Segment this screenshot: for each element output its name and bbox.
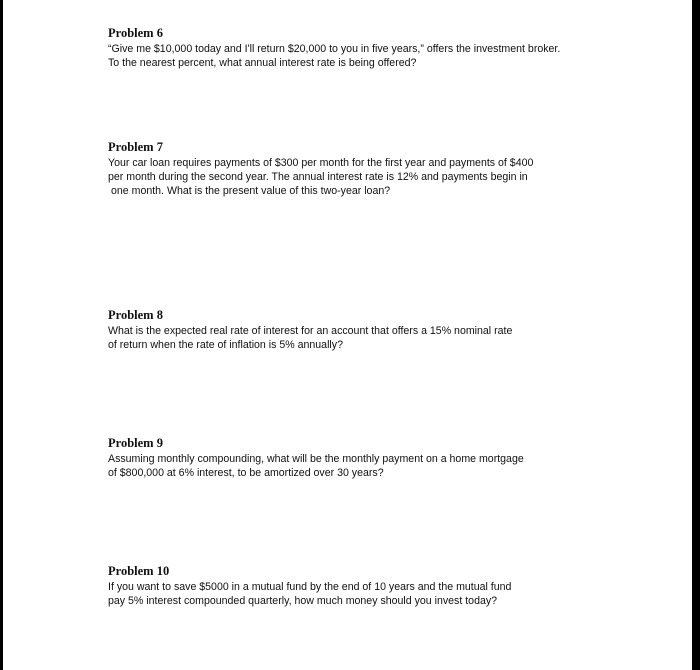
problem-text-line: one month. What is the present value of this two-year loan? <box>111 185 391 197</box>
problem-text-line: Assuming monthly compounding, what will be the monthly payment on a home mortgage <box>108 453 524 465</box>
problem-text-line: of return when the rate of inflation is 5% annually? <box>108 339 343 351</box>
right-black-edge <box>692 0 700 670</box>
problem-title: Problem 7 <box>108 140 163 154</box>
problem-text-line: pay 5% interest compounded quarterly, how much money should you invest today? <box>108 595 498 607</box>
problem-text-line: “Give me $10,000 today and I'll return $20,000 to you in five years,” offers the investment broker. <box>108 43 561 55</box>
problem-10 <box>108 564 588 608</box>
problem-text-line: of $800,000 at 6% interest, to be amortized over 30 years? <box>108 467 384 479</box>
problem-text-line: per month during the second year. The annual interest rate is 12% and payments begin in <box>108 171 528 183</box>
problem-text-line: What is the expected real rate of interest for an account that offers a 15% nominal rate <box>108 325 513 337</box>
problem-title: Problem 9 <box>108 436 163 450</box>
problem-8 <box>108 308 588 352</box>
problem-7 <box>108 140 588 198</box>
problem-text-line: Your car loan requires payments of $300 per month for the first year and payments of $400 <box>108 157 534 169</box>
problem-6 <box>108 26 588 70</box>
problem-text-line: If you want to save $5000 in a mutual fund by the end of 10 years and the mutual fund <box>108 581 512 593</box>
problem-9 <box>108 436 588 480</box>
problem-title: Problem 6 <box>108 26 163 40</box>
problem-title: Problem 10 <box>108 564 170 578</box>
left-black-edge <box>0 0 3 670</box>
problem-title: Problem 8 <box>108 308 163 322</box>
problem-text-line: To the nearest percent, what annual interest rate is being offered? <box>108 57 417 69</box>
